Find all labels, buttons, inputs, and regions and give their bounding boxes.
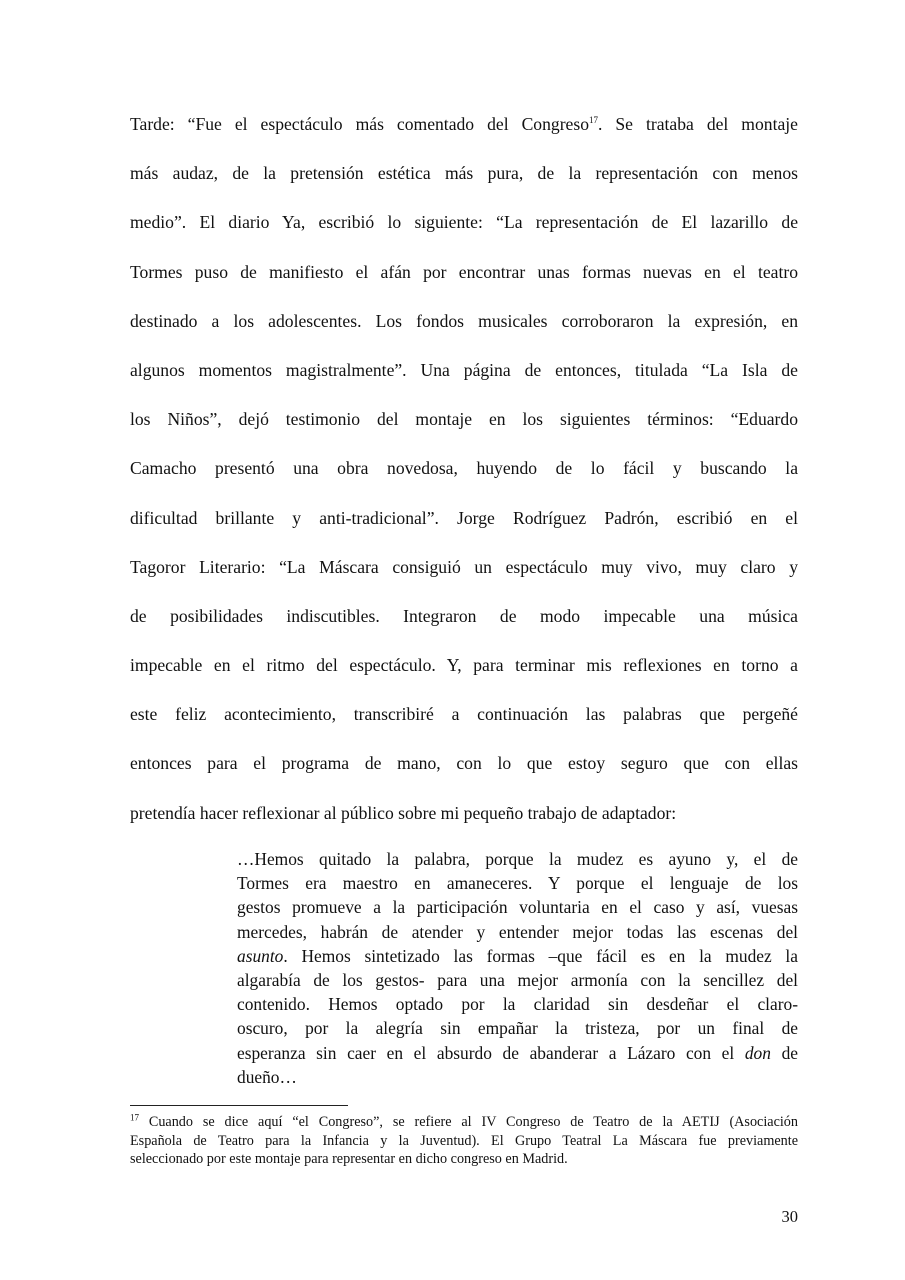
- body-line-15: pretendía hacer reflexionar al público sobre mi pequeño trabajo de adaptador:: [130, 802, 677, 823]
- footnote-separator: [130, 1105, 348, 1106]
- footnote: [130, 1113, 798, 1169]
- body-line-12: impecable en el ritmo del espectáculo. Y, para terminar mis reflexiones en torno a: [130, 655, 798, 676]
- footnote-line-3: seleccionado por este montaje para representar en dicho congreso en Madrid.: [130, 1151, 568, 1168]
- quote-line-10: dueño…: [237, 1066, 297, 1087]
- body-line-14: entonces para el programa de mano, con lo que estoy seguro que con ellas: [130, 753, 798, 774]
- body-line-9: dificultad brillante y anti-tradicional”. Jorge Rodríguez Padrón, escribió en el: [130, 507, 798, 528]
- quote-line-9: esperanza sin caer en el absurdo de abanderar a Lázaro con el don de: [237, 1042, 798, 1063]
- body-line-13: este feliz acontecimiento, transcribiré a continuación las palabras que pergeñé: [130, 704, 798, 725]
- quote-line-4: mercedes, habrán de atender y entender mejor todas las escenas del: [237, 921, 798, 942]
- body-line-2: más audaz, de la pretensión estética más pura, de la representación con menos: [130, 163, 798, 184]
- footnote-line-1: $^{17}$ Cuando se dice aquí “el Congreso”, se refiere al IV Congreso de Teatro de la AETIJ (Asociación: [130, 1112, 798, 1130]
- quote-line-5: asunto. Hemos sintetizado las formas –que fácil es en la mudez la: [237, 945, 798, 966]
- body-line-11: de posibilidades indiscutibles. Integraron de modo impecable una música: [130, 605, 798, 626]
- body-line-6: algunos momentos magistralmente”. Una página de entonces, titulada “La Isla de: [130, 359, 798, 380]
- italic-asunto: asunto: [237, 945, 284, 966]
- body-line-5: destinado a los adolescentes. Los fondos musicales corroboraron la expresión, en: [130, 310, 798, 331]
- quote-line-6: algarabía de los gestos- para una mejor armonía con la sencillez del: [237, 969, 798, 990]
- quote-line-3: gestos promueve a la participación voluntaria en el caso y así, vuesas: [237, 897, 798, 918]
- quote-line-1: …Hemos quitado la palabra, porque la mudez es ayuno y, el de: [237, 849, 798, 869]
- footnote-number: 17: [130, 1112, 139, 1123]
- page-number: 30: [781, 1207, 798, 1226]
- quote-line-7: contenido. Hemos optado por la claridad sin desdeñar el claro-: [237, 994, 798, 1015]
- body-line-1: Tarde: “Fue el espectáculo más comentado del Congreso$^{17}$. Se trataba del montaje: [130, 114, 798, 134]
- footnote-reference[interactable]: 17: [589, 115, 599, 126]
- body-line-8: Camacho presentó una obra novedosa, huyendo de lo fácil y buscando la: [130, 458, 798, 479]
- italic-don: don: [744, 1042, 771, 1063]
- quote-line-2: Tormes era maestro en amaneceres. Y porque el lenguaje de los: [237, 873, 798, 894]
- block-quote: [237, 847, 798, 1089]
- quote-line-8: oscuro, por la alegría sin empañar la tristeza, por un final de: [237, 1018, 798, 1039]
- footnote-line-2: Española de Teatro para la Infancia y la Juventud). El Grupo Teatral La Máscara fue previamente: [130, 1132, 798, 1149]
- body-line-10: Tagoror Literario: “La Máscara consiguió un espectáculo muy vivo, muy claro y: [130, 556, 798, 577]
- body-line-4: Tormes puso de manifiesto el afán por encontrar unas formas nuevas en el teatro: [130, 261, 798, 282]
- body-line-3: medio”. El diario Ya, escribió lo siguiente: “La representación de El lazarillo de: [130, 212, 798, 233]
- body-paragraph: [130, 100, 798, 838]
- body-line-7: los Niños”, dejó testimonio del montaje en los siguientes términos: “Eduardo: [130, 409, 798, 430]
